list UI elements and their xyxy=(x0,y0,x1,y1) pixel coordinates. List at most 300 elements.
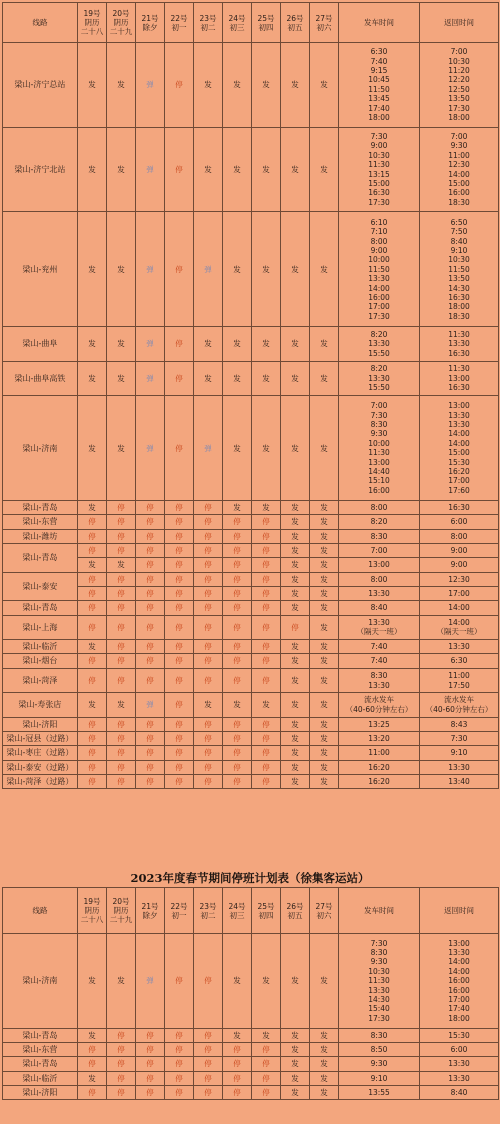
status-cell: 发 xyxy=(281,515,310,529)
status-cell: 停 xyxy=(194,501,223,515)
return-times xyxy=(420,1043,499,1057)
status-cell: 停 xyxy=(107,529,136,543)
return-times xyxy=(420,558,499,572)
column-header xyxy=(252,888,281,934)
time-line: 17:00 xyxy=(448,995,470,1004)
time-line: 17:30 xyxy=(368,311,390,321)
time-line: 14:00 xyxy=(448,169,470,179)
status-cell: 停 xyxy=(252,615,281,639)
time-line: 13:30 xyxy=(448,642,470,652)
column-header-line: 返回时间 xyxy=(444,906,474,915)
time-line: 13:30 xyxy=(368,618,390,628)
status-cell: 停 xyxy=(136,717,165,731)
status-cell: 停 xyxy=(136,668,165,692)
route-name: 梁山-枣庄（过路） xyxy=(3,746,78,760)
return-times xyxy=(420,501,499,515)
route-name: 梁山-济南 xyxy=(3,396,78,501)
status-cell: 停 xyxy=(194,1086,223,1100)
time-line: 17:00 xyxy=(448,476,470,486)
time-line: 7:00 xyxy=(450,131,468,141)
column-header xyxy=(78,888,107,934)
depart-times xyxy=(339,760,420,774)
status-cell: 停 xyxy=(252,1071,281,1085)
status-cell: 停 xyxy=(107,668,136,692)
table-row xyxy=(3,731,499,745)
column-header-line: 二十九 xyxy=(109,915,133,924)
table-row xyxy=(3,1071,499,1085)
status-cell: 发 xyxy=(107,327,136,361)
time-line: 8:30 xyxy=(370,531,388,541)
status-cell: 停 xyxy=(165,361,194,395)
time-line: 7:30 xyxy=(370,410,388,420)
status-cell: 发 xyxy=(252,1028,281,1042)
status-cell: 停 xyxy=(252,515,281,529)
time-line: 7:30 xyxy=(450,733,468,743)
route-name: 梁山-青岛 xyxy=(3,601,78,615)
status-cell: 发 xyxy=(223,501,252,515)
status-cell: 停 xyxy=(136,587,165,601)
column-header xyxy=(194,3,223,43)
status-cell: 停 xyxy=(78,1043,107,1057)
status-cell: 停 xyxy=(223,1043,252,1057)
time-line: 8:50 xyxy=(370,1045,388,1055)
status-cell: 发 xyxy=(252,212,281,327)
time-line: 6:10 xyxy=(370,217,388,227)
status-cell: 停 xyxy=(194,558,223,572)
status-cell: 发 xyxy=(223,127,252,212)
time-line: 10:45 xyxy=(368,75,390,85)
status-cell: 发 xyxy=(310,654,339,668)
status-cell: 停 xyxy=(281,615,310,639)
time-line: 10:30 xyxy=(448,56,470,66)
status-cell: 弹 xyxy=(136,327,165,361)
status-cell: 发 xyxy=(252,396,281,501)
column-header-line: 阴历 xyxy=(84,906,100,915)
depart-times xyxy=(339,127,420,212)
schedule-table-2 xyxy=(2,887,499,1100)
table-row xyxy=(3,760,499,774)
status-cell: 停 xyxy=(194,615,223,639)
depart-times xyxy=(339,601,420,615)
time-line: 6:00 xyxy=(450,517,468,527)
status-cell: 停 xyxy=(78,731,107,745)
time-line: 9:00 xyxy=(370,245,388,255)
time-line: 15:00 xyxy=(448,448,470,458)
depart-times xyxy=(339,515,420,529)
status-cell: 停 xyxy=(107,1086,136,1100)
status-cell: 发 xyxy=(281,774,310,788)
status-cell: 停 xyxy=(252,544,281,558)
column-header xyxy=(136,888,165,934)
return-times xyxy=(420,529,499,543)
route-name: 梁山-泰安（过路） xyxy=(3,760,78,774)
status-cell: 发 xyxy=(194,327,223,361)
status-cell: 停 xyxy=(223,558,252,572)
time-line: 8:30 xyxy=(370,1030,388,1040)
status-cell: 停 xyxy=(223,601,252,615)
table-row xyxy=(3,1028,499,1042)
return-times xyxy=(420,760,499,774)
table-row xyxy=(3,529,499,543)
status-cell: 停 xyxy=(165,640,194,654)
status-cell: 弹 xyxy=(136,693,165,717)
column-header-line: 线路 xyxy=(32,18,48,27)
column-header xyxy=(339,3,420,43)
status-cell: 发 xyxy=(223,396,252,501)
status-cell: 停 xyxy=(136,572,165,586)
time-line: 流水发车 xyxy=(364,695,394,705)
time-line: 17:60 xyxy=(448,485,470,495)
status-cell: 停 xyxy=(136,746,165,760)
return-times xyxy=(420,43,499,128)
time-line: 13:30 xyxy=(368,680,390,690)
time-line: 8:30 xyxy=(370,947,388,957)
time-line: 17:30 xyxy=(368,197,390,207)
status-cell: 停 xyxy=(194,717,223,731)
table-2-title: 2023年度春节期间停班计划表（徐集客运站） xyxy=(130,871,370,885)
status-cell: 停 xyxy=(165,544,194,558)
time-line: 15:00 xyxy=(448,179,470,188)
time-line: 16:00 xyxy=(448,188,470,198)
status-cell: 停 xyxy=(107,1028,136,1042)
status-cell: 发 xyxy=(310,396,339,501)
status-cell: 停 xyxy=(78,717,107,731)
status-cell: 发 xyxy=(281,746,310,760)
status-cell: 发 xyxy=(78,501,107,515)
time-line: 16:20 xyxy=(368,776,390,786)
status-cell: 停 xyxy=(107,731,136,745)
column-header-line: 线路 xyxy=(32,906,48,915)
status-cell: 发 xyxy=(310,558,339,572)
time-line: 16:30 xyxy=(448,383,470,393)
status-cell: 停 xyxy=(252,760,281,774)
status-cell: 发 xyxy=(252,501,281,515)
status-cell: 停 xyxy=(107,587,136,601)
time-line: 15:10 xyxy=(368,476,390,486)
column-header-line: 27号 xyxy=(315,13,333,23)
status-cell: 停 xyxy=(107,515,136,529)
time-line: 10:00 xyxy=(368,255,390,265)
status-cell: 发 xyxy=(281,693,310,717)
status-cell: 弹 xyxy=(194,212,223,327)
return-times xyxy=(420,640,499,654)
time-line: 16:30 xyxy=(448,292,470,302)
column-header-line: 发车时间 xyxy=(364,906,394,915)
depart-times xyxy=(339,717,420,731)
table-row xyxy=(3,212,499,327)
status-cell: 停 xyxy=(194,934,223,1029)
status-cell: 停 xyxy=(165,1028,194,1042)
column-header xyxy=(194,888,223,934)
depart-times xyxy=(339,1086,420,1100)
status-cell: 停 xyxy=(165,572,194,586)
status-cell: 停 xyxy=(78,654,107,668)
status-cell: 停 xyxy=(252,731,281,745)
time-line: （40-60分钟左右） xyxy=(345,704,413,714)
status-cell: 发 xyxy=(281,529,310,543)
time-line: 10:30 xyxy=(448,255,470,265)
status-cell: 发 xyxy=(281,43,310,128)
status-cell: 发 xyxy=(310,760,339,774)
status-cell: 弹 xyxy=(136,361,165,395)
time-line: 8:00 xyxy=(450,531,468,541)
status-cell: 停 xyxy=(78,587,107,601)
status-cell: 发 xyxy=(107,934,136,1029)
return-times xyxy=(420,654,499,668)
status-cell: 发 xyxy=(78,1071,107,1085)
column-header-line: 20号 xyxy=(112,897,130,906)
route-name: 梁山-菏泽 xyxy=(3,668,78,692)
status-cell: 发 xyxy=(223,327,252,361)
column-header xyxy=(107,888,136,934)
time-line: 6:30 xyxy=(370,47,388,57)
status-cell: 停 xyxy=(223,615,252,639)
time-line: 9:00 xyxy=(450,560,468,570)
depart-times xyxy=(339,1071,420,1085)
column-header xyxy=(165,888,194,934)
status-cell: 发 xyxy=(107,212,136,327)
route-name: 梁山-烟台 xyxy=(3,654,78,668)
time-line: 7:40 xyxy=(370,56,388,66)
time-line: 18:00 xyxy=(448,1013,470,1023)
status-cell: 停 xyxy=(136,774,165,788)
status-cell: 停 xyxy=(107,544,136,558)
status-cell: 停 xyxy=(78,544,107,558)
status-cell: 停 xyxy=(252,774,281,788)
status-cell: 停 xyxy=(165,746,194,760)
status-cell: 发 xyxy=(194,127,223,212)
time-line: 13:30 xyxy=(448,419,470,429)
column-header-line: 发车时间 xyxy=(364,18,394,27)
column-header-line: 初三 xyxy=(229,22,245,32)
time-line: 15:30 xyxy=(448,1030,470,1040)
status-cell: 发 xyxy=(310,587,339,601)
status-cell: 弹 xyxy=(136,396,165,501)
status-cell: 发 xyxy=(310,361,339,395)
table-row xyxy=(3,717,499,731)
status-cell: 发 xyxy=(281,361,310,395)
time-line: 11:50 xyxy=(368,84,390,94)
table-row xyxy=(3,1043,499,1057)
status-cell: 发 xyxy=(281,760,310,774)
table-row xyxy=(3,693,499,717)
time-line: 17:50 xyxy=(448,680,470,690)
time-line: 17:40 xyxy=(448,1004,470,1014)
time-line: 9:10 xyxy=(370,1073,388,1083)
status-cell: 停 xyxy=(107,501,136,515)
time-line: 10:30 xyxy=(368,150,390,160)
column-header xyxy=(252,3,281,43)
time-line: 13:20 xyxy=(368,733,390,743)
time-line: 13:55 xyxy=(368,1088,390,1098)
status-cell: 停 xyxy=(107,774,136,788)
depart-times xyxy=(339,544,420,558)
status-cell: 停 xyxy=(136,1071,165,1085)
time-line: 13:30 xyxy=(368,339,390,349)
status-cell: 停 xyxy=(78,746,107,760)
status-cell: 停 xyxy=(223,544,252,558)
time-line: 11:50 xyxy=(368,264,390,274)
return-times xyxy=(420,693,499,717)
route-name: 梁山-济南 xyxy=(3,934,78,1029)
status-cell: 停 xyxy=(165,668,194,692)
time-line: 14:40 xyxy=(368,467,390,477)
status-cell: 停 xyxy=(107,746,136,760)
table-row xyxy=(3,327,499,361)
status-cell: 停 xyxy=(78,668,107,692)
status-cell: 停 xyxy=(136,654,165,668)
time-line: 15:40 xyxy=(368,1004,390,1014)
return-times xyxy=(420,668,499,692)
depart-times xyxy=(339,640,420,654)
status-cell: 发 xyxy=(310,1071,339,1085)
depart-times xyxy=(339,361,420,395)
status-cell: 停 xyxy=(165,934,194,1029)
depart-times xyxy=(339,1057,420,1071)
status-cell: 弹 xyxy=(136,934,165,1029)
route-name: 梁山-兖州 xyxy=(3,212,78,327)
status-cell: 发 xyxy=(281,934,310,1029)
status-cell: 发 xyxy=(281,654,310,668)
status-cell: 发 xyxy=(310,731,339,745)
status-cell: 发 xyxy=(281,127,310,212)
column-header-line: 初四 xyxy=(258,22,274,32)
status-cell: 停 xyxy=(223,731,252,745)
time-line: 13:30 xyxy=(448,339,470,349)
column-header-line: 初五 xyxy=(287,910,303,920)
status-cell: 停 xyxy=(136,1086,165,1100)
time-line: 7:30 xyxy=(370,938,388,948)
time-line: 6:00 xyxy=(450,1045,468,1055)
route-name: 梁山-曲阜 xyxy=(3,327,78,361)
status-cell: 停 xyxy=(252,558,281,572)
route-name: 梁山-青岛 xyxy=(3,501,78,515)
return-times xyxy=(420,361,499,395)
status-cell: 发 xyxy=(281,731,310,745)
column-header-line: 阴历 xyxy=(113,906,129,915)
status-cell: 停 xyxy=(136,1043,165,1057)
status-cell: 弹 xyxy=(136,127,165,212)
status-cell: 停 xyxy=(194,1043,223,1057)
column-header xyxy=(420,3,499,43)
column-header-line: 初二 xyxy=(200,22,216,32)
column-header xyxy=(165,3,194,43)
return-times xyxy=(420,934,499,1029)
status-cell: 发 xyxy=(78,361,107,395)
depart-times xyxy=(339,43,420,128)
route-name: 梁山-东营 xyxy=(3,1043,78,1057)
status-cell: 停 xyxy=(136,601,165,615)
column-header-line: 初六 xyxy=(316,22,332,32)
status-cell: 停 xyxy=(194,601,223,615)
status-cell: 发 xyxy=(281,1057,310,1071)
column-header-line: 26号 xyxy=(286,901,304,911)
status-cell: 停 xyxy=(136,615,165,639)
status-cell: 停 xyxy=(165,774,194,788)
column-header xyxy=(3,3,78,43)
time-line: 9:30 xyxy=(370,429,388,439)
status-cell: 停 xyxy=(107,654,136,668)
time-line: 7:00 xyxy=(370,546,388,556)
time-line: 14:00 xyxy=(448,438,470,448)
status-cell: 停 xyxy=(165,615,194,639)
column-header-line: 26号 xyxy=(286,13,304,23)
status-cell: 发 xyxy=(281,544,310,558)
status-cell: 停 xyxy=(194,515,223,529)
time-line: 14:00 xyxy=(448,957,470,967)
column-header-line: 23号 xyxy=(199,13,217,23)
return-times xyxy=(420,774,499,788)
depart-times xyxy=(339,731,420,745)
column-header-line: 除夕 xyxy=(142,22,158,32)
status-cell: 停 xyxy=(165,601,194,615)
depart-times xyxy=(339,654,420,668)
status-cell: 发 xyxy=(107,361,136,395)
table-row xyxy=(3,615,499,639)
status-cell: 停 xyxy=(78,1057,107,1071)
status-cell: 停 xyxy=(107,640,136,654)
status-cell: 发 xyxy=(310,934,339,1029)
time-line: 7:00 xyxy=(370,401,388,411)
status-cell: 发 xyxy=(78,640,107,654)
status-cell: 发 xyxy=(281,501,310,515)
status-cell: 停 xyxy=(223,717,252,731)
time-line: 9:10 xyxy=(450,748,468,758)
status-cell: 停 xyxy=(165,43,194,128)
time-line: 16:00 xyxy=(448,976,470,986)
table-row xyxy=(3,1057,499,1071)
time-line: 9:15 xyxy=(370,66,388,76)
status-cell: 发 xyxy=(310,693,339,717)
depart-times xyxy=(339,615,420,639)
status-cell: 停 xyxy=(252,746,281,760)
time-line: 7:50 xyxy=(450,227,468,237)
route-name: 梁山-济宁总站 xyxy=(3,43,78,128)
table-row xyxy=(3,127,499,212)
status-cell: 发 xyxy=(223,43,252,128)
column-header-line: 21号 xyxy=(141,901,159,911)
column-header-line: 初四 xyxy=(258,910,274,920)
depart-times xyxy=(339,668,420,692)
time-line: 8:00 xyxy=(370,236,388,246)
time-line: 9:30 xyxy=(370,957,388,967)
status-cell: 停 xyxy=(223,774,252,788)
depart-times xyxy=(339,572,420,586)
time-line: 12:20 xyxy=(448,75,470,85)
status-cell: 发 xyxy=(310,1086,339,1100)
status-cell: 停 xyxy=(194,572,223,586)
time-line: 11:30 xyxy=(368,160,390,170)
status-cell: 发 xyxy=(310,1057,339,1071)
column-header-line: 20号 xyxy=(112,9,130,18)
depart-times xyxy=(339,1043,420,1057)
status-cell: 停 xyxy=(165,1071,194,1085)
status-cell: 停 xyxy=(165,1057,194,1071)
route-name: 梁山-济阳 xyxy=(3,1086,78,1100)
status-cell: 发 xyxy=(252,361,281,395)
status-cell: 停 xyxy=(223,572,252,586)
status-cell: 停 xyxy=(223,1057,252,1071)
time-line: 9:00 xyxy=(370,141,388,151)
time-line: 13:30 xyxy=(368,985,390,995)
return-times xyxy=(420,327,499,361)
time-line: 10:30 xyxy=(368,966,390,976)
route-name: 梁山-青岛 xyxy=(3,1057,78,1071)
status-cell: 停 xyxy=(223,1086,252,1100)
status-cell: 发 xyxy=(78,396,107,501)
route-name: 梁山-临沂 xyxy=(3,1071,78,1085)
status-cell: 停 xyxy=(136,529,165,543)
